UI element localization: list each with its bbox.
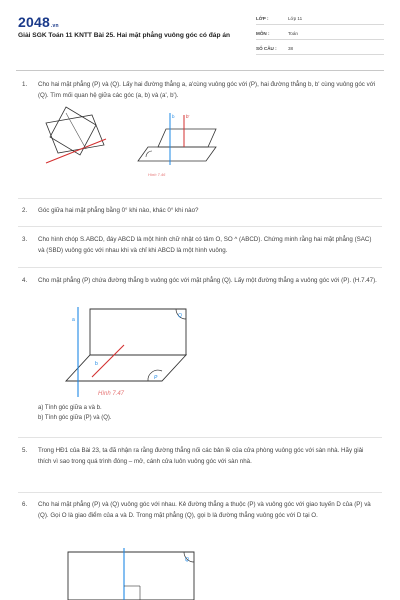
meta-value: Lớp 11: [288, 16, 303, 21]
plane-p: [138, 147, 216, 161]
meta-value: 38: [288, 46, 294, 51]
figure-caption: Hình 7.47: [98, 391, 125, 397]
red-line: [46, 139, 106, 163]
label-p: P: [154, 375, 158, 381]
plane-p: [66, 355, 186, 381]
question-number: 3.: [22, 236, 28, 243]
plane-q: [68, 552, 194, 600]
question-text: Cho hai mặt phẳng (P) và (Q). Lấy hai đường thẳng a, a'cùng vuông góc với (P), hai đường thẳng b, b' cùng vuông góc với (Q). Tìm mối quan hệ giữa các góc (a, b) và (a', b').: [38, 81, 376, 99]
meta-box: [256, 14, 384, 59]
question-text: Cho mặt phẳng (P) chứa đường thẳng b vuông góc với mặt phẳng (Q). Lấy một đường thẳng a vuông góc với (P). (H.7.47).: [38, 277, 377, 284]
label-b: b: [95, 361, 98, 367]
divider: [18, 198, 382, 199]
plane-shape: [46, 115, 104, 153]
question-text: Trong HĐ1 của Bài 23, ta đã nhận ra rằng đường thẳng nối các bản lề của cửa phòng vuông góc với sàn nhà. Hãy giải thích vì sao trong quá trình đóng – mở, cánh cửa luôn vuông góc với sàn nhà.: [38, 447, 364, 465]
label-q: Q: [185, 557, 189, 563]
divider: [18, 267, 382, 268]
figure-3: [60, 548, 210, 600]
line-shape: [66, 113, 86, 149]
divider: [18, 492, 382, 493]
meta-label: SỐ CÂU :: [256, 46, 277, 51]
angle-arc: [146, 151, 152, 157]
header: [18, 14, 384, 60]
subpart-a: a) Tính góc giữa a và b.: [38, 405, 102, 411]
question-text: Cho hai mặt phẳng (P) và (Q) vuông góc với nhau. Kẻ đường thẳng a thuộc (P) và vuông góc với giao tuyến D của (P) và (Q). Gọi O là giao điểm của a và D. Trong mặt phẳng (Q), gọi b là đường thẳng vuông góc với D tại O.: [38, 501, 371, 519]
figure-1: [38, 103, 248, 178]
question-number: 4.: [22, 277, 28, 284]
question-number: 2.: [22, 207, 28, 214]
meta-label: LỚP :: [256, 16, 269, 21]
meta-row-mon: [256, 29, 384, 40]
meta-label: MÔN :: [256, 31, 270, 36]
divider: [18, 226, 382, 227]
label-b: b: [172, 114, 175, 119]
meta-row-socau: [256, 44, 384, 55]
figure-2: [52, 303, 202, 398]
plane-q: [90, 309, 186, 355]
label-a: a: [72, 317, 75, 323]
figure-caption: Hình 7.46: [148, 172, 166, 177]
divider: [18, 437, 382, 438]
logo-main: 2048: [18, 14, 50, 30]
plane-q: [158, 129, 216, 147]
site-logo[interactable]: [18, 14, 59, 30]
document-title: Giải SGK Toán 11 KNTT Bài 25. Hai mặt phẳng vuông góc có đáp án: [18, 32, 231, 39]
meta-value: Toán: [288, 31, 298, 36]
question-number: 5.: [22, 447, 28, 454]
meta-row-lop: [256, 14, 384, 25]
question-number: 1.: [22, 81, 28, 88]
question-text: Góc giữa hai mặt phẳng bằng 0° khi nào, khác 0° khi nào?: [38, 207, 199, 214]
logo-suffix: .vn: [50, 23, 59, 29]
question-number: 6.: [22, 501, 28, 508]
question-text: Cho hình chóp S.ABCD, đáy ABCD là một hình chữ nhật có tâm O, SO ^ (ABCD). Chứng minh rằng hai mặt phẳng (SAC) và (SBD) vuông góc với nhau khi và chỉ khi ABCD là một hình vuông.: [38, 236, 372, 254]
label-b-prime: b': [186, 114, 190, 119]
subpart-b: b) Tính góc giữa (P) và (Q).: [38, 415, 112, 421]
label-q: Q: [178, 313, 182, 319]
header-divider: [16, 70, 384, 71]
